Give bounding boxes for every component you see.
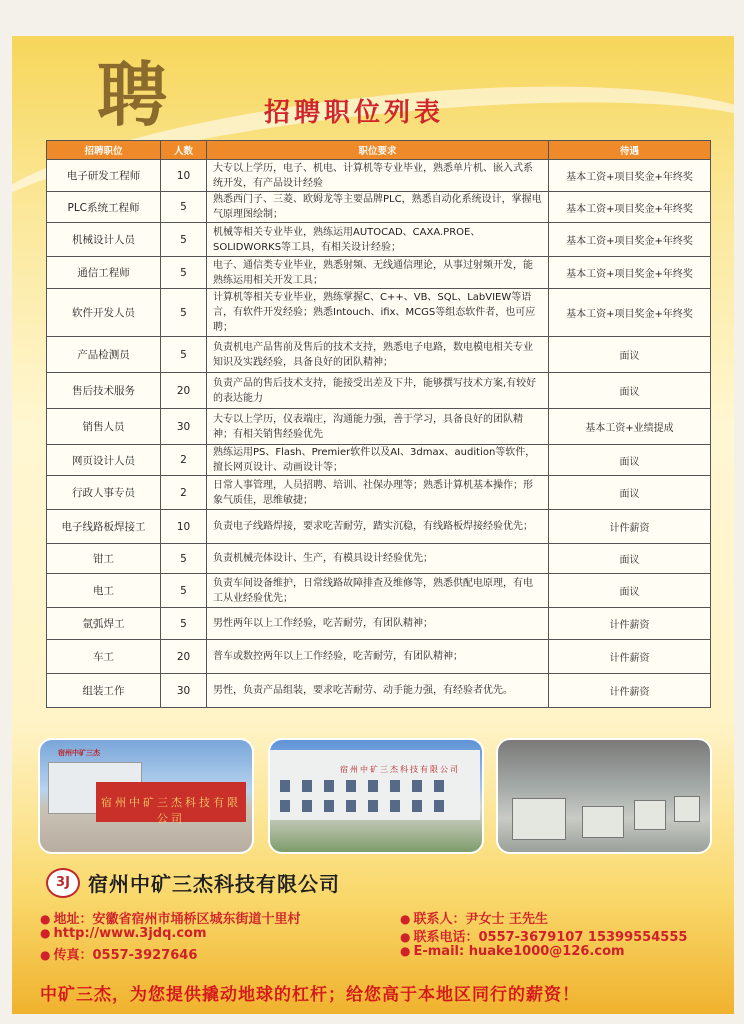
photo-factory-building bbox=[268, 738, 484, 854]
cell-pay: 面议 bbox=[549, 476, 711, 510]
table-row bbox=[47, 510, 711, 544]
cell-requirement: 负责产品的售后技术支持，能接受出差及下井，能够撰写技术方案,有较好的表达能力 bbox=[207, 373, 549, 409]
table-row bbox=[47, 337, 711, 373]
wall-sign-text: 宿州中矿三杰科技有限公司 bbox=[101, 796, 241, 825]
slogan: 中矿三杰，为您提供撬动地球的杠杆；给您高于本地区同行的薪资！ bbox=[40, 985, 580, 1005]
cell-pay: 计件薪资 bbox=[549, 608, 711, 640]
cell-pay: 面议 bbox=[549, 544, 711, 574]
cell-requirement: 熟悉西门子、三菱、欧姆龙等主要品牌PLC，熟悉自动化系统设计，掌握电气原理图绘制； bbox=[207, 192, 549, 223]
cell-count: 5 bbox=[161, 289, 207, 337]
company-logo-icon: 3J bbox=[46, 868, 80, 898]
cell-requirement: 男性两年以上工作经验，吃苦耐劳，有团队精神； bbox=[207, 608, 549, 640]
cell-position: 网页设计人员 bbox=[47, 445, 161, 476]
table-row bbox=[47, 574, 711, 608]
phone-text: 联系电话：0557-3679107 15399554555 bbox=[413, 930, 688, 945]
bullet-icon: ● bbox=[40, 926, 51, 940]
table-row bbox=[47, 409, 711, 445]
cell-count: 30 bbox=[161, 409, 207, 445]
photo-company-gate bbox=[38, 738, 254, 854]
fax-text: 传真：0557-3927646 bbox=[53, 948, 198, 963]
cell-count: 30 bbox=[161, 674, 207, 708]
cell-requirement: 负责机电产品售前及售后的技术支持，熟悉电子电路，数电模电相关专业知识及实践经验，具备良好的团队精神； bbox=[207, 337, 549, 373]
table-row bbox=[47, 476, 711, 510]
cell-pay: 基本工资+项目奖金+年终奖 bbox=[549, 223, 711, 257]
cell-pay: 面议 bbox=[549, 445, 711, 476]
cell-requirement: 普车或数控两年以上工作经验，吃苦耐劳，有团队精神； bbox=[207, 640, 549, 674]
machine-shape bbox=[634, 800, 666, 830]
header-position: 招聘职位 bbox=[47, 141, 161, 160]
table-row bbox=[47, 257, 711, 289]
cell-pay: 基本工资+项目奖金+年终奖 bbox=[549, 192, 711, 223]
cell-count: 20 bbox=[161, 373, 207, 409]
table-row bbox=[47, 640, 711, 674]
contact-person bbox=[400, 908, 548, 927]
red-wall-sign bbox=[96, 782, 246, 825]
cell-count: 10 bbox=[161, 510, 207, 544]
cell-pay: 基本工资+业绩提成 bbox=[549, 409, 711, 445]
cell-count: 2 bbox=[161, 476, 207, 510]
bullet-icon: ● bbox=[400, 944, 411, 958]
cell-pay: 基本工资+项目奖金+年终奖 bbox=[549, 289, 711, 337]
table-row bbox=[47, 674, 711, 708]
job-table-body bbox=[47, 160, 711, 708]
bullet-icon: ● bbox=[40, 948, 51, 962]
contact-phone bbox=[400, 926, 687, 945]
page-title: 招聘职位列表 bbox=[264, 98, 445, 128]
cell-count: 5 bbox=[161, 192, 207, 223]
website-text[interactable]: http://www.3jdq.com bbox=[53, 926, 207, 941]
cell-requirement: 负责车间设备维护，日常线路故障排查及维修等，熟悉供配电原理，有电工从业经验优先； bbox=[207, 574, 549, 608]
photo-strip bbox=[30, 730, 720, 858]
table-row bbox=[47, 445, 711, 476]
window-shape bbox=[368, 800, 378, 812]
contact-website[interactable] bbox=[40, 926, 207, 941]
cell-position: 销售人员 bbox=[47, 409, 161, 445]
machine-shape bbox=[674, 796, 700, 822]
cell-position: 产品检测员 bbox=[47, 337, 161, 373]
window-shape bbox=[390, 780, 400, 792]
contact-person-text: 联系人：尹女士 王先生 bbox=[413, 912, 549, 927]
company-header bbox=[46, 866, 686, 898]
bullet-icon: ● bbox=[400, 930, 411, 944]
contact-fax bbox=[40, 944, 197, 963]
contact-address bbox=[40, 908, 301, 927]
table-row bbox=[47, 373, 711, 409]
machine-shape bbox=[512, 798, 566, 840]
window-shape bbox=[346, 800, 356, 812]
table-row bbox=[47, 192, 711, 223]
cell-pay: 面议 bbox=[549, 574, 711, 608]
window-shape bbox=[302, 800, 312, 812]
cell-requirement: 大专以上学历，电子、机电、计算机等专业毕业，熟悉单片机、嵌入式系统开发，有产品设计经验 bbox=[207, 160, 549, 192]
cell-count: 5 bbox=[161, 223, 207, 257]
cell-position: PLC系统工程师 bbox=[47, 192, 161, 223]
cell-position: 行政人事专员 bbox=[47, 476, 161, 510]
cell-pay: 基本工资+项目奖金+年终奖 bbox=[549, 257, 711, 289]
cell-position: 软件开发人员 bbox=[47, 289, 161, 337]
window-shape bbox=[280, 780, 290, 792]
cell-count: 5 bbox=[161, 574, 207, 608]
header-pay: 待遇 bbox=[549, 141, 711, 160]
cell-requirement: 机械等相关专业毕业，熟练运用AUTOCAD、CAXA.PROE、SOLIDWORKS等工具，有相关设计经验； bbox=[207, 223, 549, 257]
cell-requirement: 负责电子线路焊接，要求吃苦耐劳，踏实沉稳，有线路板焊接经验优先； bbox=[207, 510, 549, 544]
cell-position: 电子研发工程师 bbox=[47, 160, 161, 192]
machine-shape bbox=[582, 806, 624, 838]
bullet-icon: ● bbox=[400, 912, 411, 926]
photo-logo-tag: 宿州中矿三杰 bbox=[58, 749, 100, 757]
cell-count: 20 bbox=[161, 640, 207, 674]
cell-position: 车工 bbox=[47, 640, 161, 674]
roof-sign-text: 宿州中矿三杰科技有限公司 bbox=[340, 765, 460, 774]
cell-requirement: 熟练运用PS、Flash、Premier软件以及AI、3dmax、audition等软件，擅长网页设计、动画设计等； bbox=[207, 445, 549, 476]
cell-requirement: 大专以上学历，仪表端庄，沟通能力强，善于学习，具备良好的团队精神；有相关销售经验优先 bbox=[207, 409, 549, 445]
photo-workshop bbox=[496, 738, 712, 854]
cell-position: 机械设计人员 bbox=[47, 223, 161, 257]
cell-position: 电子线路板焊接工 bbox=[47, 510, 161, 544]
address-text: 地址：安徽省宿州市埇桥区城东街道十里村 bbox=[53, 912, 301, 927]
cell-pay: 面议 bbox=[549, 337, 711, 373]
cell-requirement: 日常人事管理，人员招聘、培训、社保办理等；熟悉计算机基本操作；形象气质佳，思维敏捷； bbox=[207, 476, 549, 510]
bullet-icon: ● bbox=[40, 912, 51, 926]
window-shape bbox=[434, 780, 444, 792]
window-shape bbox=[302, 780, 312, 792]
window-shape bbox=[390, 800, 400, 812]
cell-requirement: 负责机械壳体设计、生产，有模具设计经验优先； bbox=[207, 544, 549, 574]
cell-count: 5 bbox=[161, 608, 207, 640]
cell-pay: 计件薪资 bbox=[549, 674, 711, 708]
table-row bbox=[47, 223, 711, 257]
table-row bbox=[47, 289, 711, 337]
cell-requirement: 男性，负责产品组装，要求吃苦耐劳、动手能力强，有经验者优先。 bbox=[207, 674, 549, 708]
window-shape bbox=[412, 780, 422, 792]
window-shape bbox=[434, 800, 444, 812]
table-row bbox=[47, 544, 711, 574]
cell-pay: 计件薪资 bbox=[549, 510, 711, 544]
window-shape bbox=[346, 780, 356, 792]
header-requirement: 职位要求 bbox=[207, 141, 549, 160]
factory-building-shape bbox=[270, 750, 480, 820]
cell-position: 氩弧焊工 bbox=[47, 608, 161, 640]
window-shape bbox=[412, 800, 422, 812]
recruit-character: 聘 bbox=[97, 53, 167, 136]
window-shape bbox=[368, 780, 378, 792]
cell-position: 售后技术服务 bbox=[47, 373, 161, 409]
window-shape bbox=[324, 800, 334, 812]
header-count: 人数 bbox=[161, 141, 207, 160]
cell-requirement: 计算机等相关专业毕业，熟练掌握C、C++、VB、SQL、LabVIEW等语言，有软件开发经验；熟悉Intouch、ifix、MCGS等组态软件者，也可应聘； bbox=[207, 289, 549, 337]
cell-position: 组装工作 bbox=[47, 674, 161, 708]
window-shape bbox=[280, 800, 290, 812]
company-name: 宿州中矿三杰科技有限公司 bbox=[88, 872, 340, 896]
window-shape bbox=[324, 780, 334, 792]
cell-count: 10 bbox=[161, 160, 207, 192]
cell-pay: 面议 bbox=[549, 373, 711, 409]
cell-position: 电工 bbox=[47, 574, 161, 608]
contact-email[interactable] bbox=[400, 944, 625, 959]
table-row bbox=[47, 608, 711, 640]
cell-position: 钳工 bbox=[47, 544, 161, 574]
cell-pay: 计件薪资 bbox=[549, 640, 711, 674]
table-header-row bbox=[47, 141, 711, 160]
job-table bbox=[46, 140, 711, 708]
cell-count: 5 bbox=[161, 544, 207, 574]
table-row bbox=[47, 160, 711, 192]
cell-count: 5 bbox=[161, 257, 207, 289]
cell-pay: 基本工资+项目奖金+年终奖 bbox=[549, 160, 711, 192]
email-text[interactable]: E-mail: huake1000@126.com bbox=[413, 944, 625, 959]
cell-position: 通信工程师 bbox=[47, 257, 161, 289]
cell-count: 2 bbox=[161, 445, 207, 476]
cell-requirement: 电子、通信类专业毕业，熟悉射频、无线通信理论，从事过射频开发，能熟练运用相关开发工具； bbox=[207, 257, 549, 289]
cell-count: 5 bbox=[161, 337, 207, 373]
